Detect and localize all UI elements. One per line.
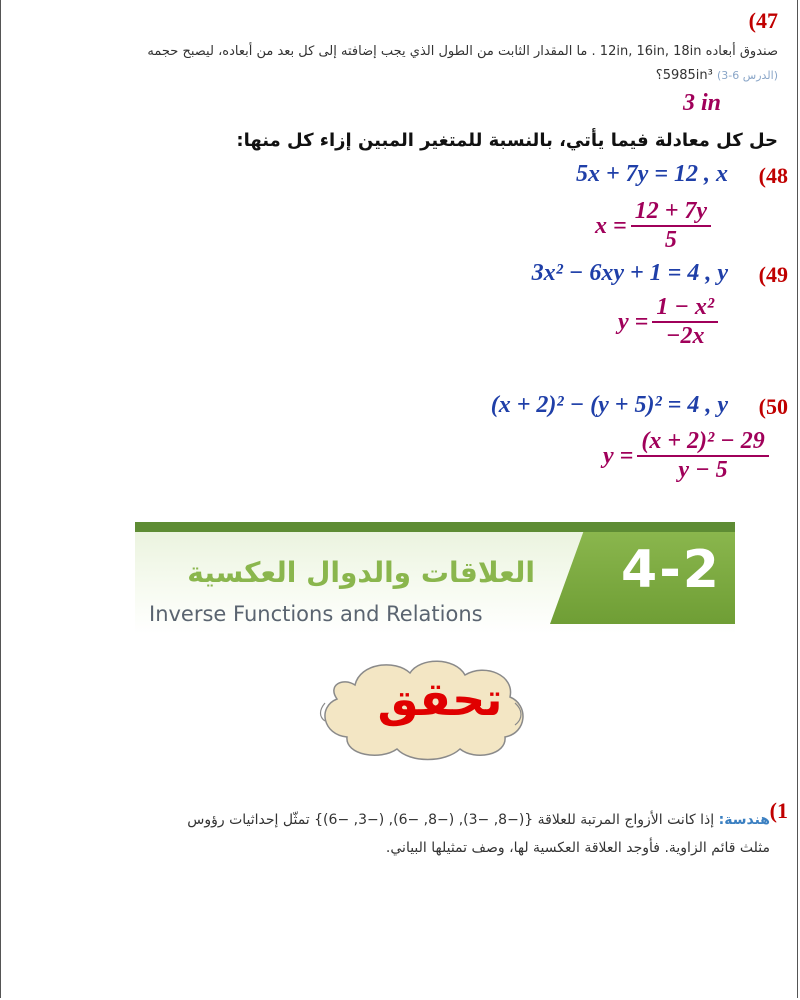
- lesson-title-ar: العلاقات والدوال العكسية: [187, 556, 535, 589]
- q47-text-line1: صندوق أبعاده 12in, 16in, 18in . ما المقدار الثابت من الطول الذي يجب إضافته إلى كل بعد من أبعاده، ليصبح حجمه: [147, 44, 778, 59]
- q1-line1-text: إذا كانت الأزواج المرتبة للعلاقة {(−8, −3), (−8, −6), (−3, −6)} تمثّل إحداثيات رؤوس: [187, 812, 715, 828]
- q49-fraction: [652, 294, 718, 350]
- q47-lesson-ref: (الدرس 6-3): [717, 69, 778, 82]
- q1-line2: مثلث قائم الزاوية. فأوجد العلاقة العكسية لها، وصف تمثيلها البياني.: [385, 840, 770, 856]
- instruction-text: حل كل معادلة فيما يأتي، بالنسبة للمتغير المبين إزاء كل منها:: [236, 130, 778, 151]
- q1-line1: [110, 812, 770, 828]
- check-word: تحقق: [377, 672, 503, 726]
- q47-volume: 5985in³: [662, 68, 713, 83]
- q49-equation: 3x² − 6xy + 1 = 4 , y: [531, 260, 728, 286]
- lesson-banner: [135, 522, 735, 634]
- q50-equation: (x + 2)² − (y + 5)² = 4 , y: [490, 392, 728, 418]
- q48-denominator: 5: [664, 227, 677, 253]
- q50-fraction: [637, 428, 768, 484]
- q48-numerator: 12 + 7y: [631, 198, 711, 227]
- q50-numerator: (x + 2)² − 29: [637, 428, 768, 457]
- q50-denominator: y − 5: [678, 457, 728, 483]
- q48-number: (48: [758, 163, 788, 188]
- q49-numerator: 1 − x²: [652, 294, 718, 323]
- q50-number: (50: [758, 394, 788, 419]
- q47-number: (47: [748, 8, 778, 33]
- q50-answer: [603, 428, 769, 484]
- q47-answer: 3 in: [683, 90, 722, 116]
- q50-answer-lhs: y =: [603, 442, 634, 469]
- q49-number: (49: [758, 262, 788, 287]
- q49-denominator: −2x: [665, 323, 705, 349]
- q49-answer-lhs: y =: [618, 308, 649, 335]
- lesson-number: 4-2: [621, 540, 721, 600]
- q48-fraction: [631, 198, 711, 254]
- banner-top-stripe: [135, 522, 735, 532]
- q1-number: (1: [769, 798, 788, 823]
- q47-text-line2: (الدرس 6-3) 5985in³؟: [655, 68, 778, 83]
- lesson-title-en: Inverse Functions and Relations: [149, 602, 483, 626]
- q1-label: هندسة:: [718, 812, 770, 828]
- q49-answer: [618, 294, 718, 350]
- q48-answer: [595, 198, 711, 254]
- q48-equation: 5x + 7y = 12 , x: [575, 161, 728, 187]
- q48-answer-lhs: x =: [595, 212, 627, 239]
